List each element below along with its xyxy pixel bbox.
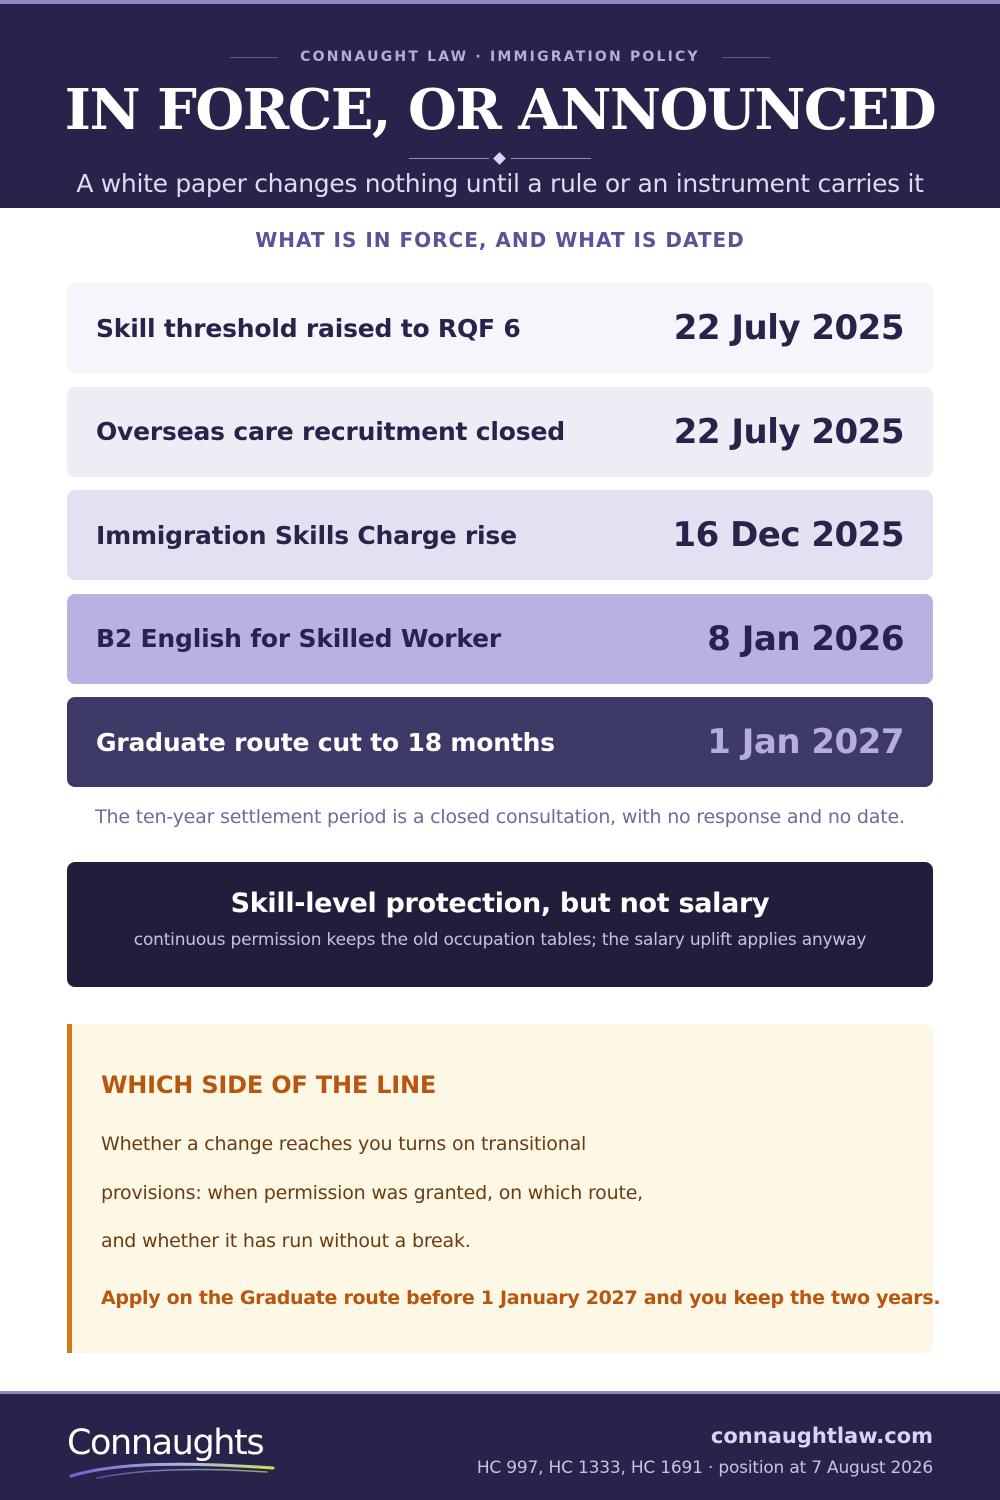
timeline-label: Graduate route cut to 18 months xyxy=(96,727,555,757)
logo-text: Connaughts xyxy=(67,1423,264,1463)
timeline-label: B2 English for Skilled Worker xyxy=(96,624,502,653)
callout-line: provisions: when permission was granted, on which route, xyxy=(101,1181,644,1204)
timeline-date: 8 Jan 2026 xyxy=(707,618,904,659)
callout-title: WHICH SIDE OF THE LINE xyxy=(101,1071,437,1099)
timeline-date: 1 Jan 2027 xyxy=(707,722,904,762)
timeline-row xyxy=(67,697,933,787)
timeline-date: 22 July 2025 xyxy=(673,411,904,452)
callout-line: Whether a change reaches you turns on transitional xyxy=(101,1133,587,1155)
settlement-note: The ten-year settlement period is a closed consultation, with no response and no date. xyxy=(95,806,905,828)
page-title: IN FORCE, OR ANNOUNCED xyxy=(64,77,936,143)
references: HC 997, HC 1333, HC 1691 · position at 7 August 2026 xyxy=(476,1458,933,1478)
kicker-rule-right xyxy=(722,57,770,58)
timeline-list xyxy=(67,283,933,801)
header-banner xyxy=(0,0,1000,208)
website-link[interactable]: connaughtlaw.com xyxy=(710,1424,933,1448)
timeline-label: Immigration Skills Charge rise xyxy=(96,520,517,550)
timeline-date: 16 Dec 2025 xyxy=(672,515,904,555)
protection-subtitle: continuous permission keeps the old occupation tables; the salary uplift applies anyway xyxy=(133,930,867,950)
callout-body xyxy=(101,1120,661,1266)
callout-box xyxy=(67,1024,941,1353)
timeline-date: 22 July 2025 xyxy=(673,308,904,348)
timeline-row xyxy=(67,490,933,580)
kicker-row xyxy=(0,49,1000,65)
protection-title: Skill-level protection, but not salary xyxy=(230,888,770,919)
kicker-rule-left xyxy=(230,57,278,58)
timeline-label: Overseas care recruitment closed xyxy=(96,417,565,446)
timeline-row xyxy=(67,594,933,684)
divider-ornament xyxy=(409,153,591,165)
page-subtitle: A white paper changes nothing until a rule or an instrument carries it xyxy=(76,169,924,198)
timeline-label: Skill threshold raised to RQF 6 xyxy=(96,313,521,343)
callout-emphasis: Apply on the Graduate route before 1 January 2027 and you keep the two years. xyxy=(101,1287,941,1309)
connaughts-logo xyxy=(67,1422,287,1482)
diamond-icon xyxy=(493,152,506,165)
protection-box xyxy=(67,862,933,987)
ornament-line-right xyxy=(511,158,591,159)
timeline-row xyxy=(67,283,933,373)
ornament-line-left xyxy=(409,158,489,159)
callout-line: and whether it has run without a break. xyxy=(101,1230,471,1252)
section-title: WHAT IS IN FORCE, AND WHAT IS DATED xyxy=(255,228,745,252)
footer xyxy=(0,1391,1000,1500)
timeline-row xyxy=(67,387,933,477)
kicker: CONNAUGHT LAW · IMMIGRATION POLICY xyxy=(300,49,700,65)
logo-swoosh-icon xyxy=(67,1460,277,1480)
